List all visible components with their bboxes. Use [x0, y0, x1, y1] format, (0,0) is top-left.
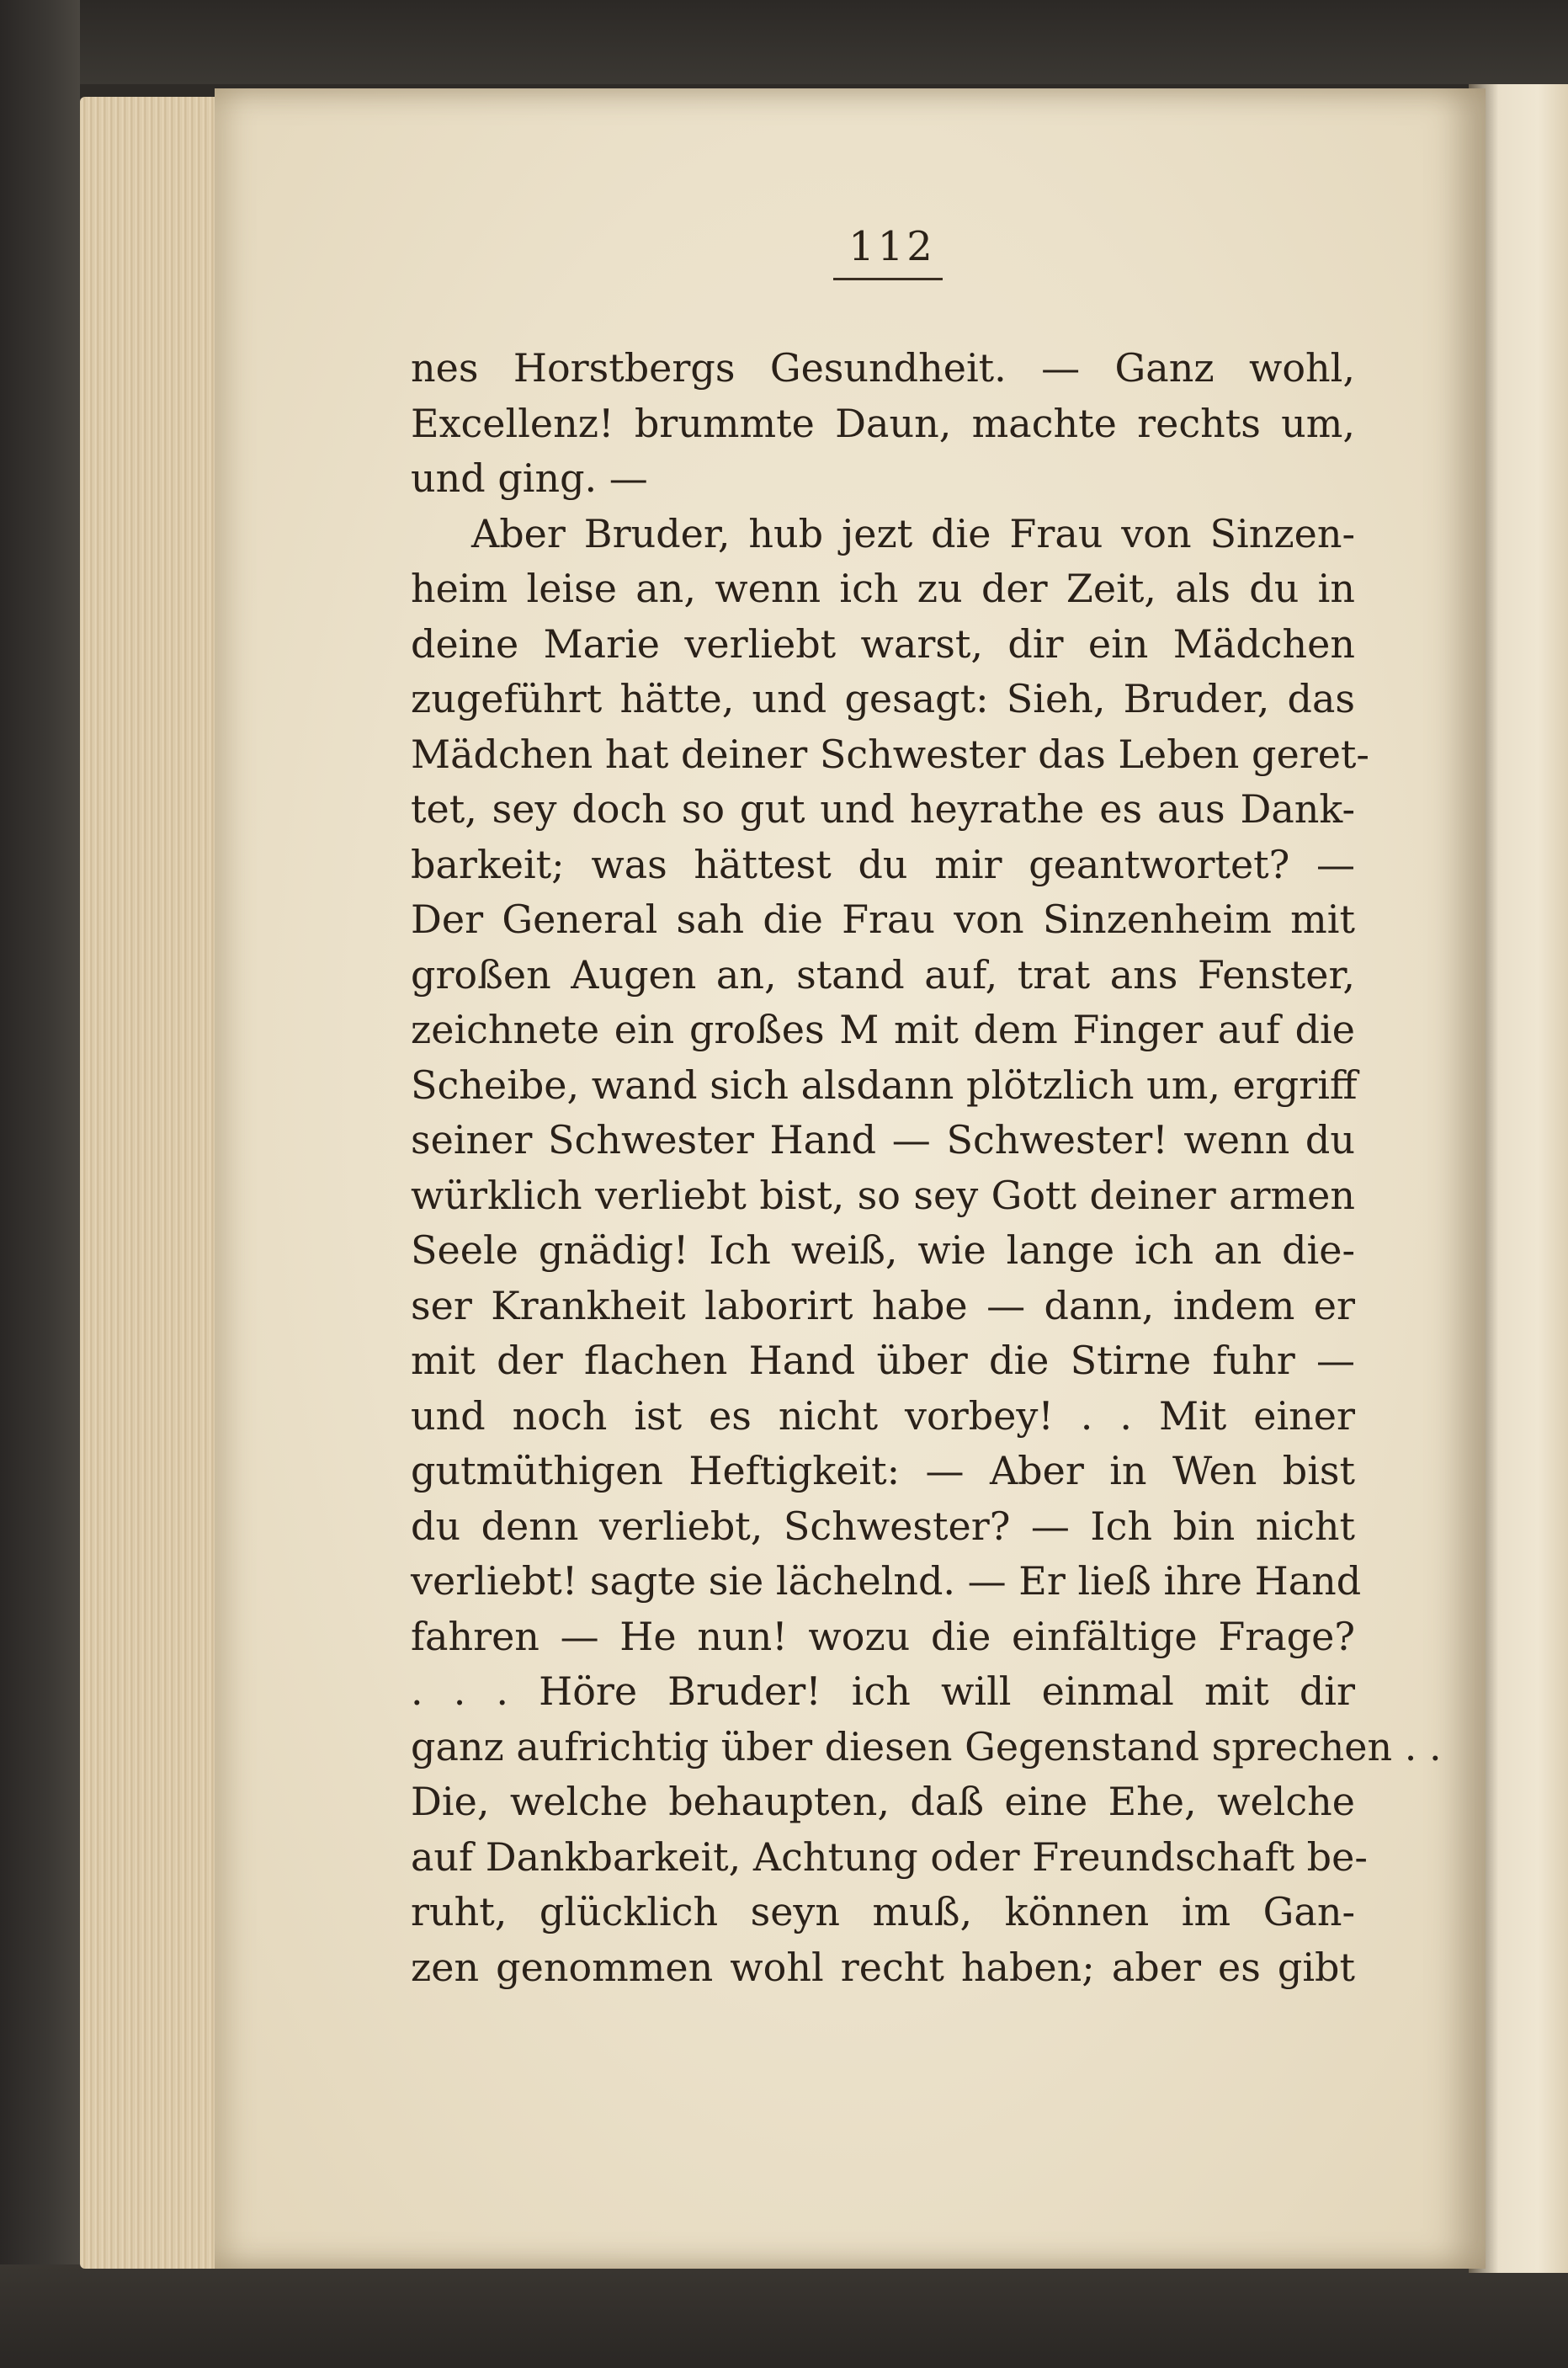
text-line: würklich verliebt bist, so sey Gott deiner armen: [411, 1172, 1355, 1218]
text-line: auf Dankbarkeit, Achtung oder Freundschaft be-: [411, 1833, 1368, 1880]
text-line: und noch ist es nicht vorbey! . . Mit einer: [411, 1392, 1355, 1439]
text-line: nes Horstbergs Gesundheit. — Ganz wohl,: [411, 345, 1355, 391]
text-line: seiner Schwester Hand — Schwester! wenn du: [411, 1117, 1355, 1163]
page-number-rule: [833, 278, 943, 280]
text-line: großen Augen an, stand auf, trat ans Fenster,: [411, 951, 1355, 998]
book-cover-left: [0, 0, 80, 2368]
text-line: zen genommen wohl recht haben; aber es gibt: [411, 1944, 1355, 1990]
text-line: gutmüthigen Heftigkeit: — Aber in Wen bist: [411, 1448, 1355, 1493]
text-line: verliebt! sagte sie lächelnd. — Er ließ ihre Hand: [411, 1558, 1362, 1604]
text-block: [411, 341, 1442, 1995]
text-line: barkeit; was hättest du mir geantwortet? —: [411, 841, 1355, 887]
text-line: fahren — He nun! wozu die einfältige Frage?: [411, 1613, 1355, 1659]
text-line: zugeführt hätte, und gesagt: Sieh, Bruder, das: [411, 676, 1355, 721]
text-line: und ging. —: [411, 455, 648, 501]
book-cover-bottom: [0, 2264, 1568, 2368]
text-line: . . . Höre Bruder! ich will einmal mit dir: [411, 1668, 1355, 1714]
text-line: ganz aufrichtig über diesen Gegenstand sprechen . .: [411, 1723, 1442, 1769]
text-line: ruht, glücklich seyn muß, können im Gan-: [411, 1889, 1355, 1934]
text-line: Die, welche behaupten, daß eine Ehe, welche: [411, 1779, 1355, 1824]
text-line: heim leise an, wenn ich zu der Zeit, als du in: [411, 566, 1355, 611]
text-line: Seele gnädig! Ich weiß, wie lange ich an die-: [411, 1227, 1355, 1273]
book-cover-top: [0, 0, 1568, 84]
text-line: deine Marie verliebt warst, dir ein Mädchen: [411, 620, 1355, 667]
page-edges: [80, 97, 223, 2269]
page-number: 112: [848, 223, 936, 270]
text-line: du denn verliebt, Schwester? — Ich bin nicht: [411, 1503, 1355, 1549]
text-line: zeichnete ein großes M mit dem Finger auf die: [411, 1007, 1355, 1052]
text-line: Excellenz! brummte Daun, machte rechts um,: [411, 400, 1355, 446]
text-line: tet, sey doch so gut und heyrathe es aus Dank-: [411, 786, 1355, 832]
text-line: Aber Bruder, hub jezt die Frau von Sinzen-: [471, 510, 1355, 556]
text-line: mit der flachen Hand über die Stirne fuhr —: [411, 1338, 1355, 1383]
text-line: ser Krankheit laborirt habe — dann, indem er: [411, 1282, 1355, 1328]
text-line: Mädchen hat deiner Schwester das Leben geret-: [411, 731, 1369, 777]
text-line: Der General sah die Frau von Sinzenheim mit: [411, 897, 1355, 942]
text-line: Scheibe, wand sich alsdann plötzlich um, ergriff: [411, 1062, 1358, 1108]
